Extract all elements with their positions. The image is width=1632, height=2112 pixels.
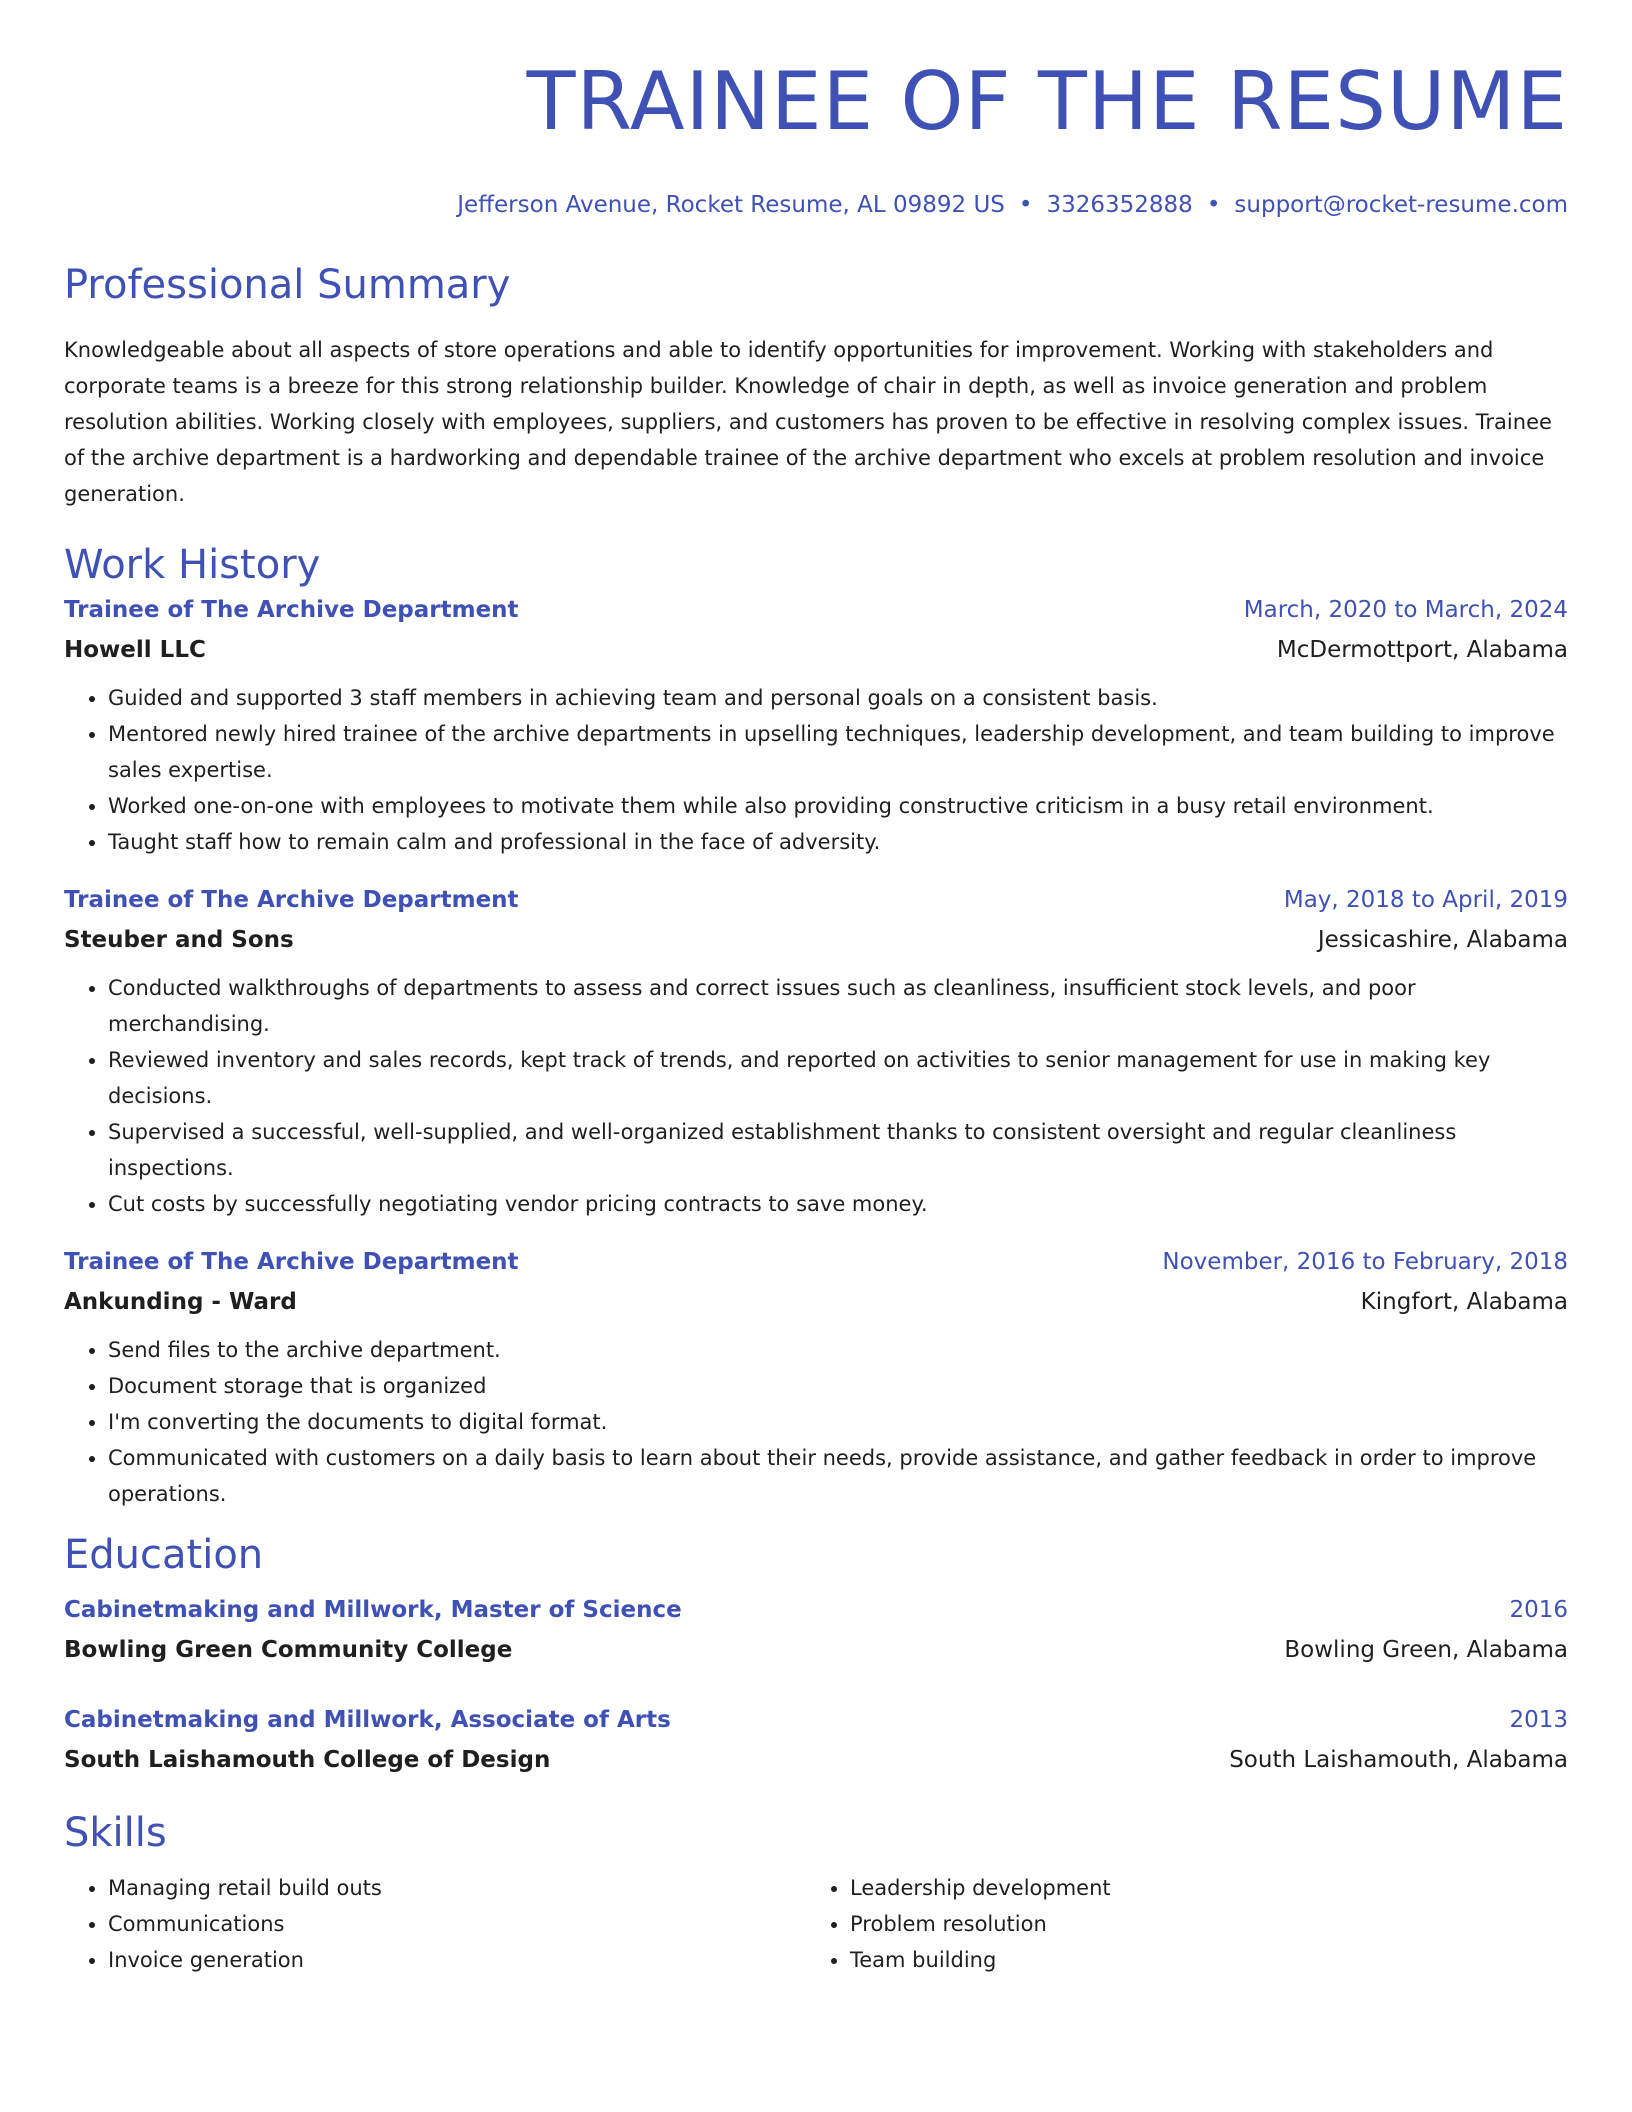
job-bullets xyxy=(64,970,1568,1222)
job-bullet: • Guided and supported 3 staff members in achieving team and personal goals on a consistent basis. xyxy=(108,680,1568,716)
job-bullets xyxy=(64,680,1568,860)
job-company-row xyxy=(64,1282,1568,1322)
skill-item: • Problem resolution xyxy=(850,1906,1548,1942)
skills-column-right xyxy=(806,1870,1548,1978)
skill-item: • Invoice generation xyxy=(108,1942,806,1978)
section-title-education: Education xyxy=(64,1532,264,1578)
job-bullet: • Taught staff how to remain calm and professional in the face of adversity. xyxy=(108,824,1568,860)
job-location: McDermottport, Alabama xyxy=(1276,637,1568,663)
email-link[interactable]: support@rocket-resume.com xyxy=(1234,192,1568,218)
section-title-work-history: Work History xyxy=(64,542,321,588)
job-company-row xyxy=(64,630,1568,670)
job-bullet: • Communicated with customers on a daily basis to learn about their needs, provide assistance, and gather feedback in order to improve operations. xyxy=(108,1440,1568,1512)
section-title-skills: Skills xyxy=(64,1810,167,1856)
job-location: Jessicashire, Alabama xyxy=(1317,927,1568,953)
summary-text: Knowledgeable about all aspects of store operations and able to identify opportunities for improvement. Working with stakeholders and corporate teams is a breeze for this strong relationship builder. Knowledge of chair in depth, as well as invoice generation and problem resolution abilities. Working closely with employees, suppliers, and customers has proven to be effective in resolving complex issues. Trainee of the archive department is a hardworking and dependable trainee of the archive department who excels at problem resolution and invoice generation. xyxy=(64,338,1552,506)
skill-item: • Team building xyxy=(850,1942,1548,1978)
job-bullet: • Cut costs by successfully negotiating vendor pricing contracts to save money. xyxy=(108,1186,1568,1222)
job-header-row xyxy=(64,880,1568,920)
education-entry xyxy=(64,1700,1568,1780)
job-bullet: • Document storage that is organized xyxy=(108,1368,1568,1404)
skill-item: • Communications xyxy=(108,1906,806,1942)
skills-column-left xyxy=(64,1870,806,1978)
job-role: Trainee of The Archive Department xyxy=(64,1249,519,1275)
education-year: 2016 xyxy=(1509,1597,1568,1623)
separator-dot: • xyxy=(1206,192,1221,218)
resume-page xyxy=(64,0,1568,1978)
education-degree: Cabinetmaking and Millwork, Associate of Arts xyxy=(64,1707,671,1733)
education-location: South Laishamouth, Alabama xyxy=(1229,1747,1568,1773)
contact-line xyxy=(64,190,1568,220)
education-year: 2013 xyxy=(1509,1707,1568,1733)
education-school: South Laishamouth College of Design xyxy=(64,1747,551,1773)
separator-dot: • xyxy=(1018,192,1033,218)
job-dates: November, 2016 to February, 2018 xyxy=(1162,1249,1568,1275)
resume-name: TRAINEE OF THE RESUME xyxy=(526,55,1568,148)
job-role: Trainee of The Archive Department xyxy=(64,597,519,623)
job-bullet: • Conducted walkthroughs of departments to assess and correct issues such as cleanliness, insufficient stock levels, and poor merchandising. xyxy=(108,970,1568,1042)
job-company: Ankunding - Ward xyxy=(64,1289,297,1315)
job-company-row xyxy=(64,920,1568,960)
job-dates: March, 2020 to March, 2024 xyxy=(1243,597,1568,623)
job-location: Kingfort, Alabama xyxy=(1360,1289,1568,1315)
education-school-row xyxy=(64,1630,1568,1670)
job-header-row xyxy=(64,1242,1568,1282)
job-bullets xyxy=(64,1332,1568,1512)
job-bullet: • Reviewed inventory and sales records, kept track of trends, and reported on activities to senior management for use in making key decisions. xyxy=(108,1042,1568,1114)
job-header-row xyxy=(64,590,1568,630)
job-role: Trainee of The Archive Department xyxy=(64,887,519,913)
education-header-row xyxy=(64,1590,1568,1630)
phone: 3326352888 xyxy=(1046,192,1193,218)
address: Jefferson Avenue, Rocket Resume, AL 09892 US xyxy=(457,192,1005,218)
job-bullet: • Mentored newly hired trainee of the archive departments in upselling techniques, leadership development, and team building to improve sales expertise. xyxy=(108,716,1568,788)
education-school: Bowling Green Community College xyxy=(64,1637,513,1663)
job-entry xyxy=(64,1242,1568,1512)
education-degree: Cabinetmaking and Millwork, Master of Science xyxy=(64,1597,682,1623)
job-entry xyxy=(64,880,1568,1222)
job-bullet: • I'm converting the documents to digital format. xyxy=(108,1404,1568,1440)
education-entry xyxy=(64,1590,1568,1670)
skill-item: • Managing retail build outs xyxy=(108,1870,806,1906)
skills-list xyxy=(64,1870,1568,1978)
job-entry xyxy=(64,590,1568,860)
job-company: Steuber and Sons xyxy=(64,927,294,953)
job-bullet: • Send files to the archive department. xyxy=(108,1332,1568,1368)
education-location: Bowling Green, Alabama xyxy=(1284,1637,1568,1663)
education-school-row xyxy=(64,1740,1568,1780)
education-header-row xyxy=(64,1700,1568,1740)
job-company: Howell LLC xyxy=(64,637,206,663)
job-bullet: • Supervised a successful, well-supplied, and well-organized establishment thanks to consistent oversight and regular cleanliness inspections. xyxy=(108,1114,1568,1186)
section-title-summary: Professional Summary xyxy=(64,262,511,308)
skill-item: • Leadership development xyxy=(850,1870,1548,1906)
job-dates: May, 2018 to April, 2019 xyxy=(1283,887,1568,913)
job-bullet: • Worked one-on-one with employees to motivate them while also providing constructive criticism in a busy retail environment. xyxy=(108,788,1568,824)
